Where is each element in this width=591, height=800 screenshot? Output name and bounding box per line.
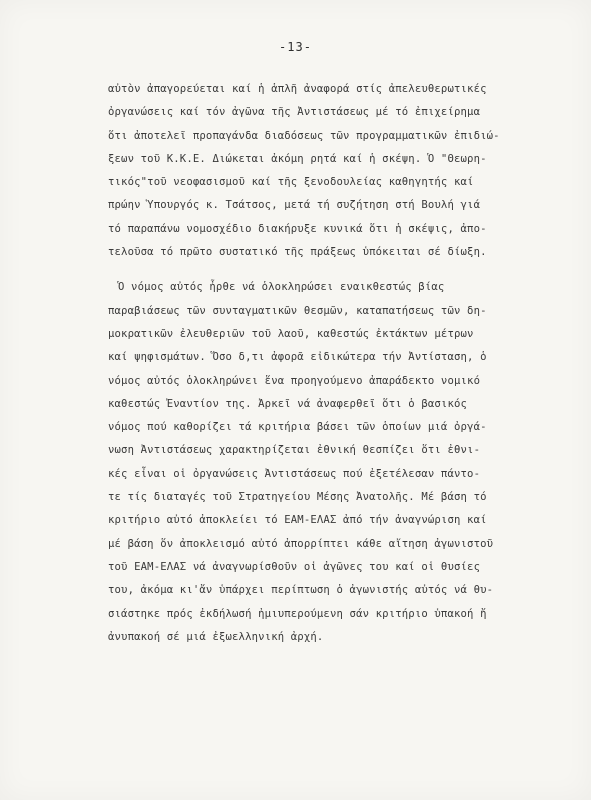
paragraph <box>108 276 570 649</box>
page-number: -13- <box>279 40 312 54</box>
text-line: καί ψηφισμάτων. Ὅσο δ,τι ἀφορᾶ εἰδικώτερα τήν Ἀντίσταση, ὁ <box>108 351 487 364</box>
text-line: κές εἶναι οἱ ὀργανώσεις Ἀντιστάσεως πού ἐξετέλεσαν πάντο- <box>108 467 481 480</box>
paragraph-gap <box>108 264 570 276</box>
paragraph <box>108 78 570 264</box>
text-line: τοῦ ΕΑΜ-ΕΛΑΣ νά ἀναγνωρίσθοῦν οἱ ἀγῶνες του καί οἱ θυσίες <box>108 560 481 573</box>
text-line: νόμος πού καθορίζει τά κριτήρια βάσει τῶν ὁποίων μιά ὀργά- <box>108 421 487 434</box>
text-line: παραβιάσεως τῶν συνταγματικῶν θεσμῶν, καταπατήσεως τῶν δη- <box>108 304 487 317</box>
text-line: πρώην Ὑπουργός κ. Τσάτσος, μετά τή συζήτηση στή Βουλή γιά <box>108 199 481 212</box>
text-line: σιάστηκε πρός ἐκδήλωσή ἠμιυπερούμενη σάν κριτήριο ὑπακοή ἤ <box>108 607 487 620</box>
text-line: κριτήριο αὐτό ἀποκλείει τό ΕΑΜ-ΕΛΑΣ ἀπό τήν ἀναγνώριση καί <box>108 514 487 527</box>
text-line: τελοῦσα τό πρῶτο συστατικό τῆς πράξεως ὑπόκειται σέ δίωξη. <box>108 246 487 259</box>
text-line: ξεων τοῦ Κ.Κ.Ε. Διώκεται ἀκόμη ρητά καί ἡ σκέψη. Ὁ "Θεωρη- <box>108 152 487 165</box>
body-text <box>108 78 570 649</box>
text-line: τικός"τοῦ νεοφασισμοῦ καί τῆς ξενοδουλείας καθηγητής καί <box>108 176 474 189</box>
text-line: του, ἀκόμα κι'ἄν ὑπάρχει περίπτωση ὁ ἀγωνιστής αὐτός νά θυ- <box>108 584 494 597</box>
text-line: νόμος αὐτός ὁλοκληρώνει ἕνα προηγούμενο ἀπαράδεκτο νομικό <box>108 374 481 387</box>
text-line: μοκρατικῶν ἐλευθεριῶν τοῦ λαοῦ, καθεστώς ἐκτάκτων μέτρων <box>108 327 474 340</box>
text-line: μέ βάση ὅν ἀποκλεισμό αὐτό ἀπορρίπτει κάθε αἴτηση ἀγωνιστοῦ <box>108 537 494 550</box>
text-line: ὀργανώσεις καί τόν ἀγῶνα τῆς Ἀντιστάσεως μέ τό ἐπιχείρημα <box>108 106 481 119</box>
text-line: νωση Ἀντιστάσεως χαρακτηρίζεται ἐθνική θεσπίζει ὅτι ἐθνι- <box>108 444 481 457</box>
text-line: τε τίς διαταγές τοῦ Στρατηγείου Μέσης Ἀνατολῆς. Μέ βάση τό <box>108 491 487 504</box>
text-line: ἀνυπακοή σέ μιά ἐξωελληνική ἀρχή. <box>108 630 324 643</box>
text-line: Ὁ νόμος αὐτός ἦρθε νά ὁλοκληρώσει εναικθεστώς βίας <box>118 281 445 294</box>
text-line: ὅτι ἀποτελεῖ προπαγάνδα διαδόσεως τῶν προγραμματικῶν ἐπιδιώ- <box>108 129 500 142</box>
text-line: αὐτὸν ἀπαγορεύεται καί ἡ ἁπλῆ ἀναφορά στίς ἀπελευθερωτικές <box>108 83 487 95</box>
text-line: τό παραπάνω νομοσχέδιο διακήρυξε κυνικά ὅτι ἡ σκέψις, ἀπο- <box>108 222 487 235</box>
text-line: καθεστώς Ἐναντίον της. Ἀρκεῖ νά ἀναφερθεῖ ὅτι ὁ βασικός <box>108 397 468 410</box>
